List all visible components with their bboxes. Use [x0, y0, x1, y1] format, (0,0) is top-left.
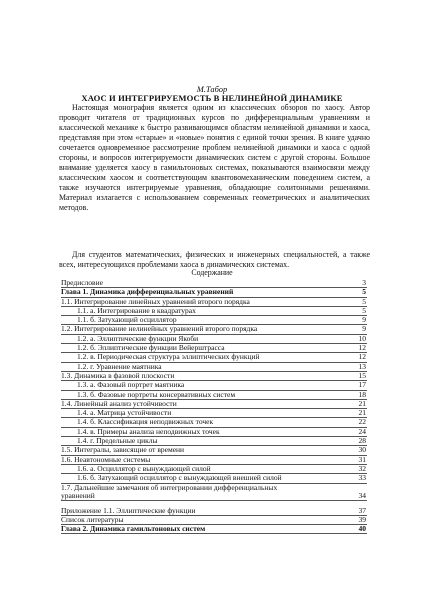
toc-entry: [61, 418, 367, 427]
toc-entry: [61, 409, 367, 418]
toc-entry: [61, 362, 367, 371]
book-title: ХАОС И ИНТЕГРИРУЕМОСТЬ В НЕЛИНЕЙНОЙ ДИНАМИКЕ: [81, 93, 343, 103]
toc-entry-page: 28: [340, 437, 367, 446]
toc-entry-page: 12: [340, 344, 367, 353]
toc-entry: [61, 288, 367, 297]
toc-entry: [61, 507, 367, 516]
toc-entry: [61, 483, 367, 500]
abstract-text: Настоящая монография является одним из классических обзоров по хаосу. Автор проводит читателя от традиционных курсов по дифференциальным уравнениям и классической механике к быстро развивающимся областям нелинейной динамики и хаоса, представляя при этом «старые» и «новые» понятия с единой точки зрения. В книге удачно сочетается одновременное рассмотрение проблем нелинейной динамики и хаоса с одной стороны, и вопросов интегрируемости динамических систем с другой стороны. Большое внимание уделяется хаосу в гамильтоновых системах, показываются взаимосвязи между классическим хаосом и соответствующим квантовомеханическим поведением систем, а также изучаются интегрируемые уравнения, обладающие солитонными решениями. Материал излагается с использованием современных геометрических и аналитических методов.: [59, 103, 370, 213]
toc-entry-label: 1.2. в. Периодическая структура эллиптических функций: [61, 353, 340, 362]
toc-entry-label: 1.6. а. Осциллятор с вынуждающей силой: [61, 464, 340, 473]
toc-entry-page: 5: [340, 306, 367, 315]
toc-entry-label: 1.6. б. Затухающий осциллятор с вынуждающей внешней силой: [61, 474, 340, 483]
toc-entry-page: 31: [340, 455, 367, 464]
author-name: М.Табор: [196, 84, 228, 94]
toc-entry-page: 5: [340, 297, 367, 306]
toc-entry: [61, 306, 367, 315]
toc-entry: [61, 344, 367, 353]
toc-entry-page: 18: [340, 390, 367, 399]
toc-entry: [61, 371, 367, 380]
toc-entry: [61, 464, 367, 473]
toc-entry: [61, 381, 367, 390]
toc-entry: [61, 353, 367, 362]
toc-entry-page: 15: [340, 371, 367, 380]
toc-entry-label: 1.4. б. Классификация неподвижных точек: [61, 418, 340, 427]
toc-entry: [61, 455, 367, 464]
toc-entry-label: 1.4. г. Предельные циклы: [61, 437, 340, 446]
toc-entry-label: 1.3. б. Фазовые портреты консервативных систем: [61, 390, 340, 399]
toc-entry-label: 1.4. а. Матрица устойчивости: [61, 409, 340, 418]
toc-entry-label: Приложение 1.1. Эллиптические функции: [61, 507, 340, 516]
toc-entry: [61, 525, 367, 534]
toc-entry-page: 13: [340, 362, 367, 371]
toc-entry-page: 22: [340, 418, 367, 427]
toc-entry-label: 1.4. Линейный анализ устойчивости: [61, 399, 340, 408]
toc-entry: [61, 279, 367, 288]
toc-entry-label: Список литературы: [61, 515, 340, 524]
toc-entry-page: 17: [340, 381, 367, 390]
toc-entry: [61, 325, 367, 334]
audience-text: Для студентов математических, физических и инженерных специальностей, а также всех, интересующихся проблемами хаоса в динамических системах.: [59, 250, 370, 270]
toc-entry-page: 32: [340, 464, 367, 473]
toc-entry-label: 1.2. Интегрирование нелинейных уравнений второго порядка: [61, 325, 340, 334]
toc-entry-page: 34: [340, 483, 367, 500]
toc-entry-label: 1.4. в. Примеры анализа неподвижных точек: [61, 427, 340, 436]
toc-entry-label: 1.1. б. Затухающий осциллятор: [61, 316, 340, 325]
toc-entry-label: 1.2. а. Эллиптические функции Якоби: [61, 334, 340, 343]
toc-entry: [61, 399, 367, 408]
toc-entry-label: 1.3. а. Фазовый портрет маятника: [61, 381, 340, 390]
toc-entry-page: 9: [340, 316, 367, 325]
toc-entry-label: Глава 1. Динамика дифференциальных уравнений: [61, 288, 340, 297]
toc-entry: [61, 390, 367, 399]
toc-entry-page: 9: [340, 325, 367, 334]
contents-heading: Содержание: [191, 268, 233, 277]
toc-entry: [61, 297, 367, 306]
toc-entry-page: 39: [340, 515, 367, 524]
toc-entry-label: 1.6. Неавтономные системы: [61, 455, 340, 464]
toc-entry: [61, 437, 367, 446]
toc-entry-page: 12: [340, 353, 367, 362]
toc-entry-page: 5: [340, 288, 367, 297]
toc-entry-page: 40: [340, 525, 367, 534]
toc-entry-page: 21: [340, 409, 367, 418]
table-of-contents: [61, 279, 367, 534]
toc-entry-label: 1.3. Динамика в фазовой плоскости: [61, 371, 340, 380]
toc-entry-page: 21: [340, 399, 367, 408]
toc-entry-page: 24: [340, 427, 367, 436]
toc-entry: [61, 334, 367, 343]
toc-entry-label: Предисловие: [61, 279, 340, 288]
book-abstract: [59, 103, 370, 214]
toc-entry-page: 10: [340, 334, 367, 343]
toc-entry-page: 30: [340, 446, 367, 455]
toc-entry: [61, 515, 367, 524]
toc-entry-label: 1.2. г. Уравнение маятника: [61, 362, 340, 371]
toc-entry-label: 1.7. Дальнейшие замечания об интегрировании дифференциальных уравнений: [61, 483, 340, 500]
toc-entry-page: 3: [340, 279, 367, 288]
toc-entry-label: 1.5. Интегралы, зависящие от времени: [61, 446, 340, 455]
toc-entry-page: 33: [340, 474, 367, 483]
toc-entry-label: 1.2. б. Эллиптические функции Вейерштрасса: [61, 344, 340, 353]
toc-entry: [61, 316, 367, 325]
toc-entry: [61, 427, 367, 436]
toc-entry-label: Глава 2. Динамика гамильтоновых систем: [61, 525, 340, 534]
toc-entry: [61, 446, 367, 455]
toc-entry: [61, 474, 367, 483]
toc-entry-label: 1.1. а. Интегрирование в квадратурах: [61, 306, 340, 315]
toc-entry-label: 1.1. Интегрирование линейных уравнений второго порядка: [61, 297, 340, 306]
toc-entry-page: 37: [340, 507, 367, 516]
